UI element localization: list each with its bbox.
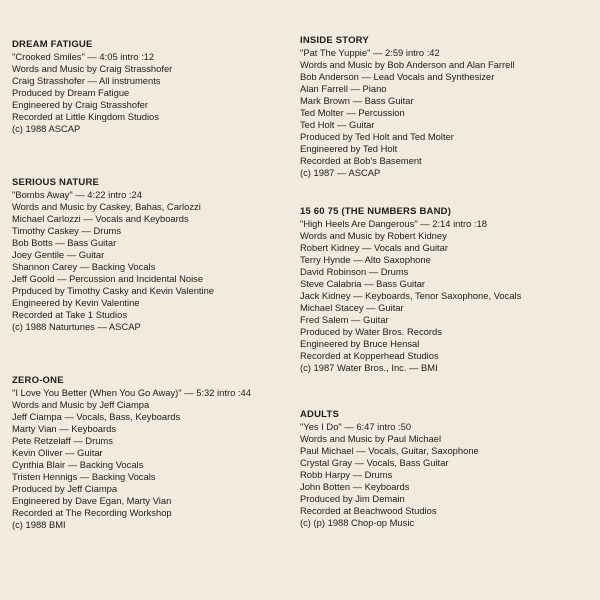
credit-line: Cynthia Blair — Backing Vocals [12, 459, 144, 470]
band-block-zero-one [12, 375, 302, 531]
credit-line: Ted Holt — Guitar [300, 119, 375, 130]
credit-line: Joey Gentile — Guitar [12, 249, 105, 260]
right-column-3 [300, 409, 590, 529]
credit-line: Words and Music by Bob Anderson and Alan Farrell [300, 59, 515, 70]
credit-line: Ted Molter — Percussion [300, 107, 405, 118]
band-block-dream-fatigue [12, 39, 302, 135]
credit-line: (c) 1987 Water Bros., Inc. — BMI [300, 362, 438, 373]
credit-line: Craig Strasshofer — All instruments [12, 75, 161, 86]
credit-line: (c) 1988 Naturtunes — ASCAP [12, 321, 141, 332]
right-column [300, 35, 590, 179]
left-column [12, 39, 302, 135]
left-column-2 [12, 177, 302, 333]
credit-line: Produced by Jeff Ciampa [12, 483, 118, 494]
credit-line: Words and Music by Craig Strasshofer [12, 63, 173, 74]
credit-line: Timothy Caskey — Drums [12, 225, 122, 236]
credit-line: Marty Vian — Keyboards [12, 423, 117, 434]
right-column-2 [300, 206, 590, 374]
credit-line: Shannon Carey — Backing Vocals [12, 261, 156, 272]
band-block-serious-nature [12, 177, 302, 333]
credit-line: Produced by Jim Demain [300, 493, 405, 504]
credit-line: Words and Music by Paul Michael [300, 433, 442, 444]
credit-line: "Crooked Smiles" — 4:05 intro :12 [12, 51, 155, 62]
credit-line: Michael Carlozzi — Vocals and Keyboards [12, 213, 189, 224]
credit-line: "Yes I Do" — 6:47 intro :50 [300, 421, 412, 432]
credit-line: Bob Anderson — Lead Vocals and Synthesizer [300, 71, 495, 82]
credit-line: Jeff Goold — Percussion and Incidental Noise [12, 273, 204, 284]
credit-line: Words and Music by Caskey, Bahas, Carlozzi [12, 201, 201, 212]
credit-line: Engineered by Craig Strasshofer [12, 99, 149, 110]
credit-line: Michael Stacey — Guitar [300, 302, 404, 313]
credit-line: Recorded at Beachwood Studios [300, 505, 437, 516]
credit-line: Kevin Oliver — Guitar [12, 447, 103, 458]
credit-line: Mark Brown — Bass Guitar [300, 95, 414, 106]
credit-line: Tristen Hennigs — Backing Vocals [12, 471, 156, 482]
credit-line: Paul Michael — Vocals, Guitar, Saxophone [300, 445, 479, 456]
credit-line: Produced by Water Bros. Records [300, 326, 442, 337]
credit-line: Words and Music by Jeff Ciampa [12, 399, 150, 410]
band-title: DREAM FATIGUE [12, 39, 93, 50]
credit-line: Prpduced by Timothy Casky and Kevin Valentine [12, 285, 215, 296]
credit-line: Recorded at Bob's Basement [300, 155, 422, 166]
credit-line: "I Love You Better (When You Go Away)" — 5:32 intro :44 [12, 387, 251, 398]
credit-line: John Botten — Keyboards [300, 481, 410, 492]
credit-line: (c) 1988 BMI [12, 519, 66, 530]
credit-line: "Bombs Away" — 4:22 intro :24 [12, 189, 142, 200]
credit-line: David Robinson — Drums [300, 266, 409, 277]
left-column-3 [12, 375, 302, 531]
credit-line: Recorded at Take 1 Studios [12, 309, 128, 320]
band-title: 15 60 75 (THE NUMBERS BAND) [300, 206, 452, 217]
credit-line: Engineered by Ted Holt [300, 143, 398, 154]
credit-line: Produced by Dream Fatigue [12, 87, 130, 98]
band-block-adults [300, 409, 590, 529]
credit-line: Steve Calabria — Bass Guitar [300, 278, 426, 289]
band-block-inside-story [300, 35, 590, 179]
credit-line: Words and Music by Robert Kidney [300, 230, 447, 241]
credit-line: (c) 1988 ASCAP [12, 123, 81, 134]
credit-line: Jeff Ciampa — Vocals, Bass, Keyboards [12, 411, 181, 422]
credit-line: "High Heels Are Dangerous" — 2:14 intro :18 [300, 218, 487, 229]
credit-line: (c) (p) 1988 Chop-op Music [300, 517, 415, 528]
band-title: INSIDE STORY [300, 35, 369, 46]
credit-line: Terry Hynde — Alto Saxophone [300, 254, 431, 265]
band-title: ZERO-ONE [12, 375, 64, 386]
credit-line: Engineered by Dave Egan, Marty Vian [12, 495, 172, 506]
credit-line: Robb Harpy — Drums [300, 469, 393, 480]
credit-line: Alan Farrell — Piano [300, 83, 387, 94]
band-title: ADULTS [300, 409, 340, 420]
credit-line: Recorded at Little Kingdom Studios [12, 111, 159, 122]
credit-line: Recorded at The Recording Workshop [12, 507, 172, 518]
band-title: SERIOUS NATURE [12, 177, 100, 188]
band-block-numbers-band [300, 206, 590, 374]
credit-line: Robert Kidney — Vocals and Guitar [300, 242, 448, 253]
credit-line: Engineered by Kevin Valentine [12, 297, 140, 308]
credit-line: Fred Salem — Guitar [300, 314, 389, 325]
credit-line: (c) 1987 — ASCAP [300, 167, 381, 178]
credit-line: Jack Kidney — Keyboards, Tenor Saxophone, Vocals [300, 290, 522, 301]
credit-line: Pete Retzelaff — Drums [12, 435, 113, 446]
credit-line: Engineered by Bruce Hensal [300, 338, 420, 349]
credit-line: Produced by Ted Holt and Ted Molter [300, 131, 454, 142]
credit-line: Recorded at Kopperhead Studios [300, 350, 439, 361]
credit-line: Bob Botts — Bass Guitar [12, 237, 117, 248]
credit-line: Crystal Gray — Vocals, Bass Guitar [300, 457, 449, 468]
credit-line: "Pat The Yuppie" — 2:59 intro :42 [300, 47, 440, 58]
